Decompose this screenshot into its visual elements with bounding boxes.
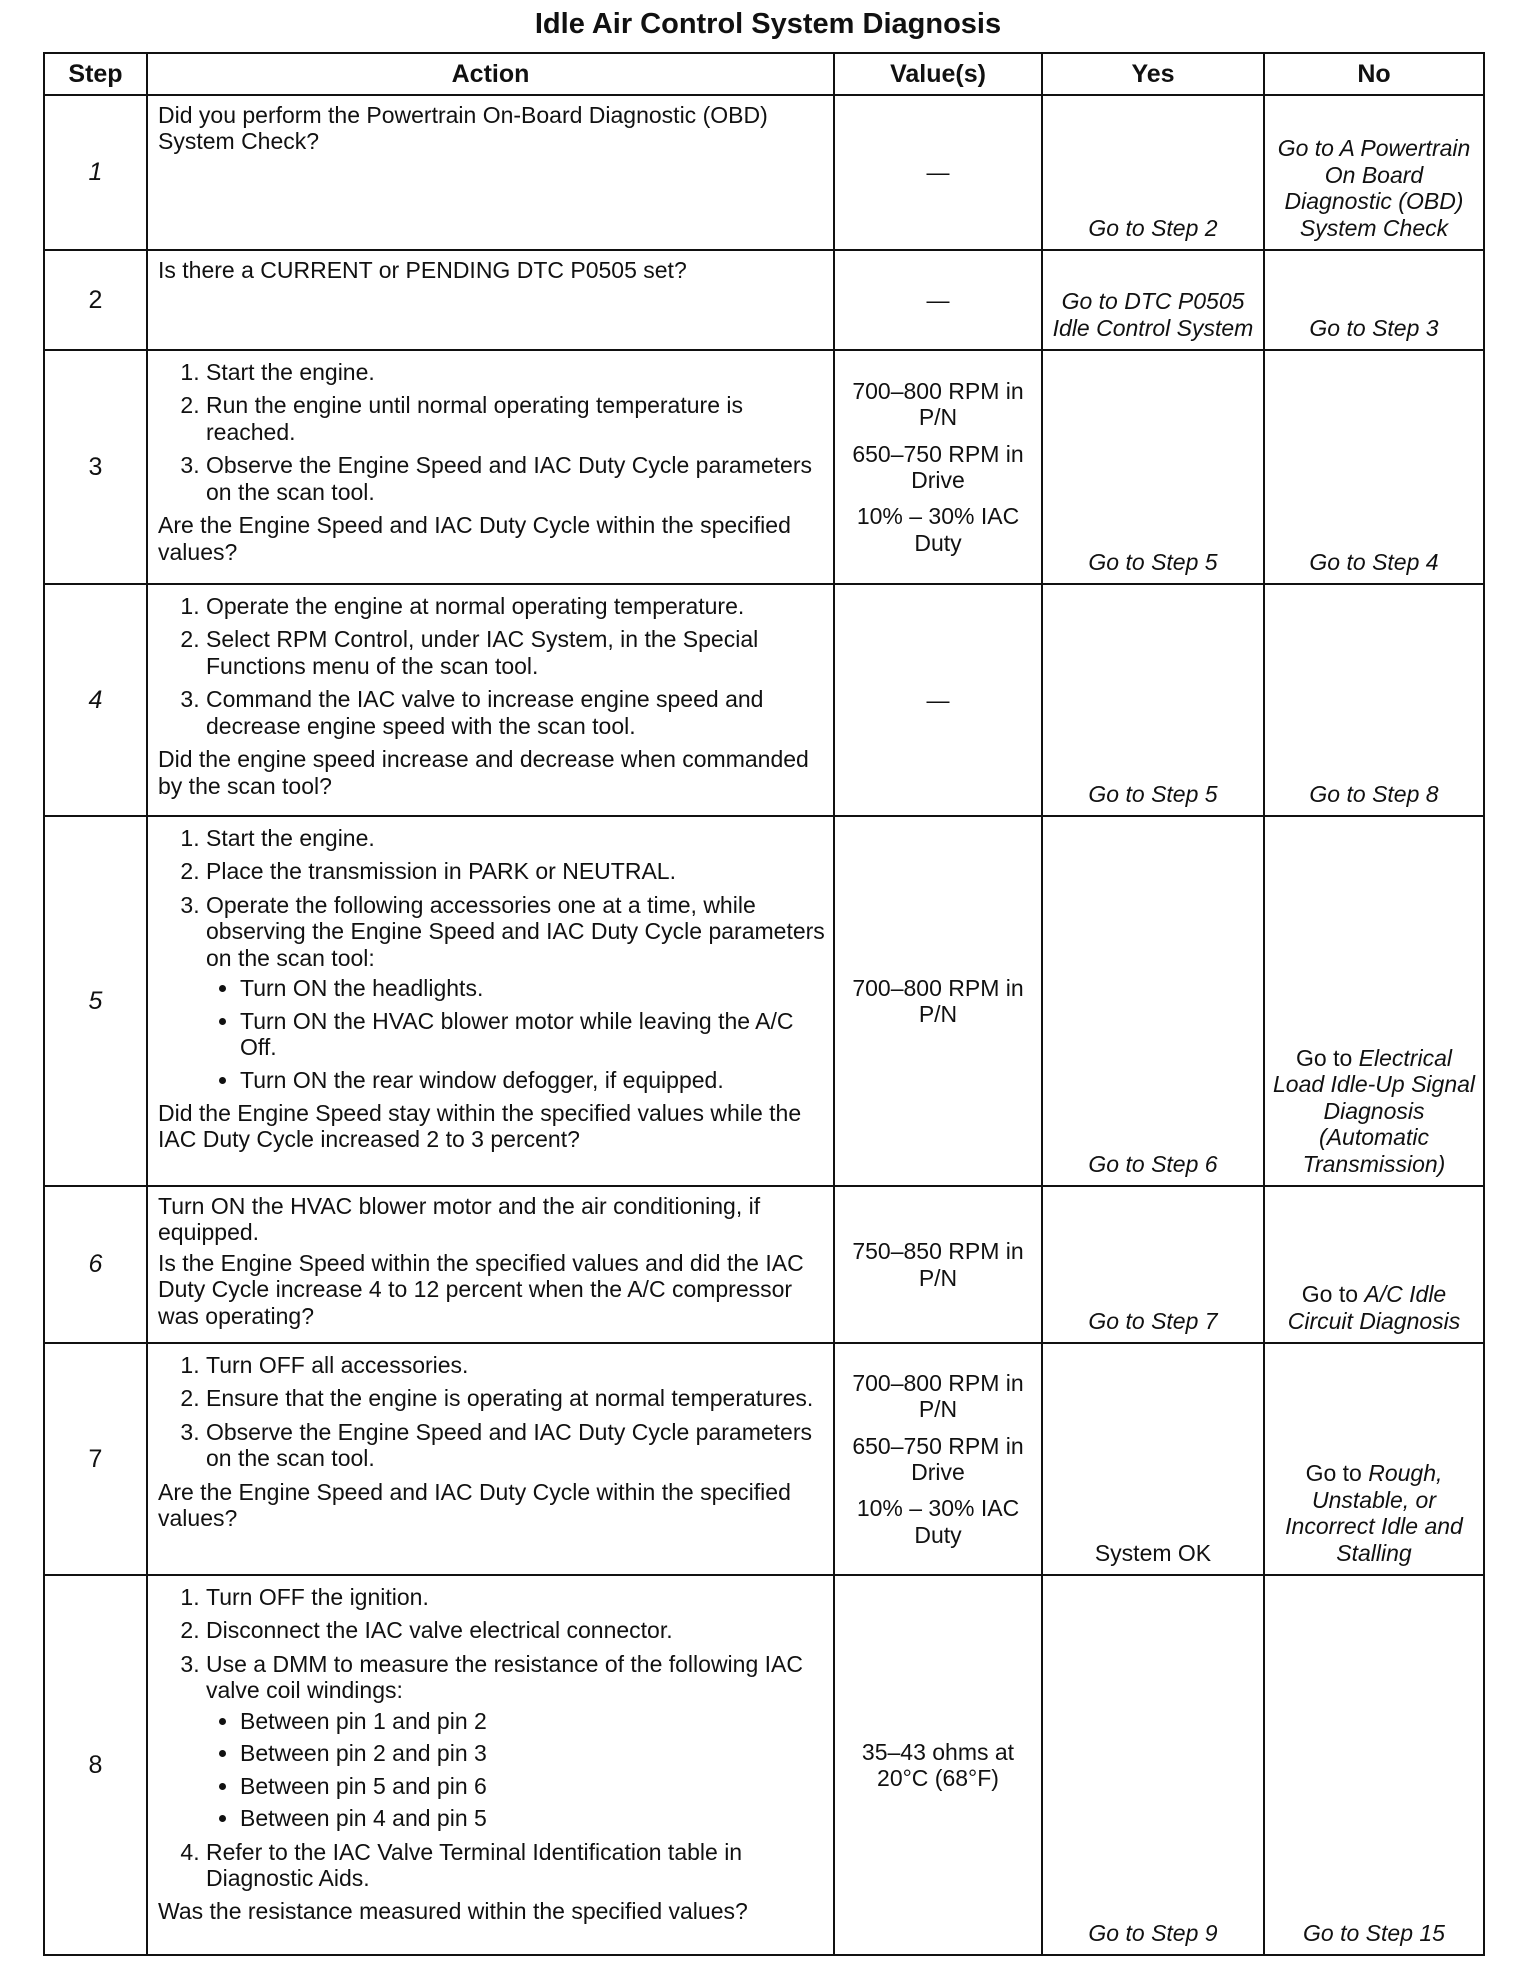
step-number: 2: [44, 250, 147, 350]
yes-result: Go to Step 5: [1042, 350, 1264, 584]
diagnosis-table: [43, 52, 1485, 1956]
action-cell: [147, 584, 834, 816]
list-item: • Turn ON the rear window defogger, if equipped.: [240, 1067, 825, 1093]
action-cell: [147, 1186, 834, 1343]
step-number: 8: [44, 1575, 147, 1955]
value-text: —: [926, 159, 950, 186]
yes-result: Go to DTC P0505 Idle Control System: [1042, 250, 1264, 350]
action-step: [206, 892, 825, 1093]
values-cell: [834, 816, 1042, 1186]
step-number: 6: [44, 1186, 147, 1343]
action-question: Is there a CURRENT or PENDING DTC P0505 set?: [158, 257, 687, 283]
header-values: Value(s): [834, 53, 1042, 95]
header-yes: Yes: [1042, 53, 1264, 95]
value-text: 10% – 30% IAC Duty: [856, 503, 1020, 556]
table-row: [44, 250, 1484, 350]
action-question: Was the resistance measured within the specified values?: [158, 1898, 748, 1925]
yes-result: System OK: [1042, 1343, 1264, 1575]
yes-result: Go to Step 5: [1042, 584, 1264, 816]
action-question: Are the Engine Speed and IAC Duty Cycle within the specified values?: [158, 512, 791, 565]
no-result: Go to Electrical Load Idle-Up Signal Diagnosis (Automatic Transmission): [1264, 816, 1484, 1186]
table-row: [44, 1575, 1484, 1955]
action-cell: [147, 1575, 834, 1955]
list-item: • Between pin 4 and pin 5: [240, 1805, 825, 1831]
header-step: Step: [44, 53, 147, 95]
action-step: 4. Refer to the IAC Valve Terminal Identification table in Diagnostic Aids.: [206, 1839, 825, 1892]
yes-result: Go to Step 7: [1042, 1186, 1264, 1343]
list-item: • Between pin 5 and pin 6: [240, 1773, 825, 1799]
header-no: No: [1264, 53, 1484, 95]
list-item: • Turn ON the HVAC blower motor while leaving the A/C Off.: [240, 1008, 825, 1061]
yes-result: Go to Step 6: [1042, 816, 1264, 1186]
action-step: 3. Observe the Engine Speed and IAC Duty Cycle parameters on the scan tool.: [206, 452, 825, 505]
action-step: 1. Start the engine.: [206, 825, 825, 851]
value-text: —: [926, 286, 950, 313]
header-action: Action: [147, 53, 834, 95]
action-steps-list: [158, 1352, 825, 1472]
no-result: Go to Rough, Unstable, or Incorrect Idle and Stalling: [1264, 1343, 1484, 1575]
value-text: 650–750 RPM in Drive: [852, 440, 1024, 493]
no-result: Go to Step 15: [1264, 1575, 1484, 1955]
action-step: 3. Observe the Engine Speed and IAC Duty Cycle parameters on the scan tool.: [206, 1419, 825, 1472]
no-result: Go to Step 3: [1264, 250, 1484, 350]
action-cell: [147, 250, 834, 350]
page-title: Idle Air Control System Diagnosis: [534, 8, 1002, 40]
action-step: 1. Turn OFF the ignition.: [206, 1584, 825, 1610]
table-row: [44, 1186, 1484, 1343]
action-step: [206, 1651, 825, 1832]
action-question: Did the engine speed increase and decrease when commanded by the scan tool?: [158, 746, 809, 799]
action-question: Did the Engine Speed stay within the specified values while the IAC Duty Cycle increased 2 to 3 percent?: [158, 1099, 802, 1153]
values-cell: [834, 1343, 1042, 1575]
table-row: [44, 350, 1484, 584]
no-result-target: A/C Idle Circuit Diagnosis: [1287, 1281, 1461, 1334]
action-step: 1. Start the engine.: [206, 359, 825, 385]
action-step: 1. Turn OFF all accessories.: [206, 1352, 825, 1378]
step-number: 7: [44, 1343, 147, 1575]
action-steps-list: [158, 359, 825, 505]
table-row: [44, 95, 1484, 250]
values-cell: [834, 250, 1042, 350]
action-question: Are the Engine Speed and IAC Duty Cycle within the specified values?: [158, 1478, 791, 1532]
action-step-text: Operate the following accessories one at a time, while observing the Engine Speed and IAC Duty Cycle parameters on the scan tool:: [206, 891, 825, 971]
value-text: 700–800 RPM in P/N: [852, 974, 1024, 1027]
winding-list: [206, 1708, 825, 1832]
values-cell: [834, 584, 1042, 816]
step-number: 5: [44, 816, 147, 1186]
yes-result: Go to Step 2: [1042, 95, 1264, 250]
action-steps-list: [158, 825, 825, 1093]
action-step: 1. Operate the engine at normal operating temperature.: [206, 593, 825, 619]
action-step: 2. Run the engine until normal operating temperature is reached.: [206, 392, 825, 445]
table-row: [44, 584, 1484, 816]
value-text: 700–800 RPM in P/N: [852, 377, 1024, 431]
no-result: Go to A/C Idle Circuit Diagnosis: [1264, 1186, 1484, 1343]
table-row: [44, 1343, 1484, 1575]
action-step: 2. Disconnect the IAC valve electrical connector.: [206, 1617, 825, 1643]
action-step: 2. Select RPM Control, under IAC System, in the Special Functions menu of the scan tool.: [206, 626, 825, 679]
value-text: 650–750 RPM in Drive: [852, 1432, 1024, 1485]
values-cell: [834, 350, 1042, 584]
no-result-target: Rough, Unstable, or Incorrect Idle and Stalling: [1285, 1460, 1463, 1566]
action-step: 2. Place the transmission in PARK or NEUTRAL.: [206, 858, 825, 884]
step-number: 4: [44, 584, 147, 816]
value-text: 750–850 RPM in P/N: [852, 1238, 1024, 1291]
no-result: Go to A Powertrain On Board Diagnostic (OBD) System Check: [1264, 95, 1484, 250]
list-item: • Between pin 1 and pin 2: [240, 1708, 825, 1734]
action-step-text: Use a DMM to measure the resistance of the following IAC valve coil windings:: [206, 1650, 803, 1704]
action-cell: [147, 350, 834, 584]
action-cell: [147, 95, 834, 250]
yes-result: Go to Step 9: [1042, 1575, 1264, 1955]
table-row: [44, 816, 1484, 1186]
header-row: [44, 53, 1484, 95]
value-text: —: [926, 686, 950, 713]
action-step: 2. Ensure that the engine is operating at normal temperatures.: [206, 1385, 825, 1411]
step-number: 3: [44, 350, 147, 584]
no-result-target: Electrical Load Idle-Up Signal Diagnosis (Automatic Transmission): [1272, 1044, 1476, 1177]
action-cell: [147, 816, 834, 1186]
action-step: 3. Command the IAC valve to increase engine speed and decrease engine speed with the scan tool.: [206, 686, 825, 739]
value-text: 35–43 ohms at 20°C (68°F): [861, 1738, 1015, 1791]
action-steps-list: [158, 593, 825, 739]
list-item: • Turn ON the headlights.: [240, 975, 825, 1001]
value-text: 10% – 30% IAC Duty: [856, 1495, 1020, 1548]
no-result: Go to Step 4: [1264, 350, 1484, 584]
list-item: • Between pin 2 and pin 3: [240, 1740, 825, 1766]
values-cell: [834, 1575, 1042, 1955]
action-steps-list: [158, 1584, 825, 1891]
action-question: Is the Engine Speed within the specified values and did the IAC Duty Cycle increase 4 to 12 percent when the A/C compressor was operating?: [158, 1249, 804, 1329]
step-number: 1: [44, 95, 147, 250]
accessory-list: [206, 975, 825, 1093]
no-result: Go to Step 8: [1264, 584, 1484, 816]
action-cell: [147, 1343, 834, 1575]
values-cell: [834, 95, 1042, 250]
action-instruction: Turn ON the HVAC blower motor and the air conditioning, if equipped.: [158, 1193, 761, 1246]
values-cell: [834, 1186, 1042, 1343]
action-question: Did you perform the Powertrain On-Board Diagnostic (OBD) System Check?: [158, 102, 768, 155]
value-text: 700–800 RPM in P/N: [852, 1369, 1024, 1423]
